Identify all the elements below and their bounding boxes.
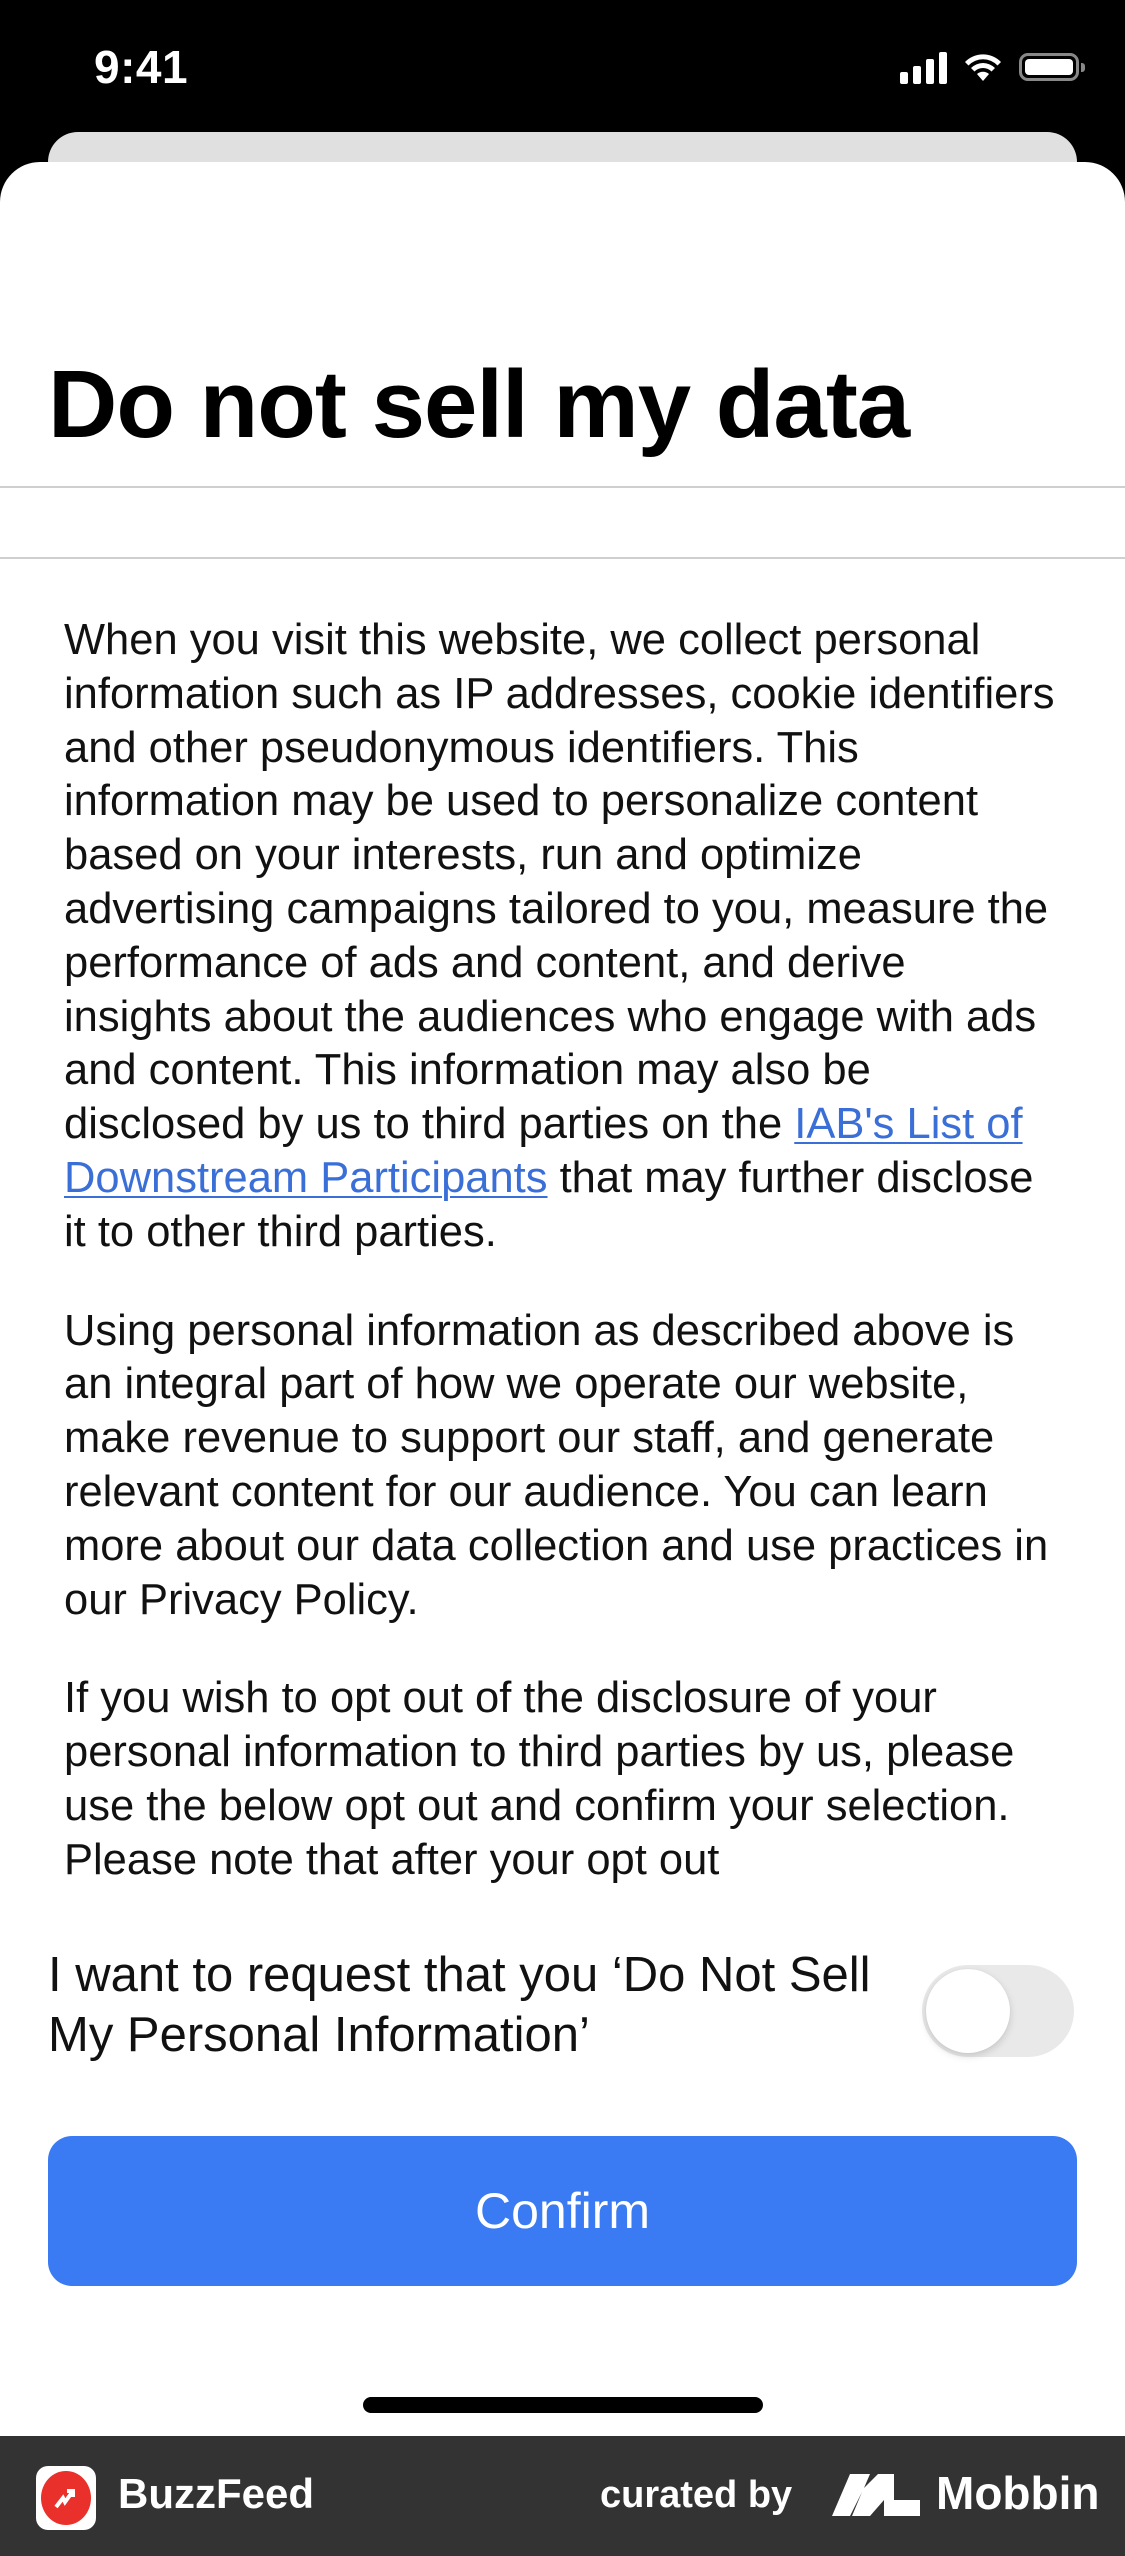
- mobbin-logo-icon: [832, 2470, 922, 2516]
- do-not-sell-toggle[interactable]: [922, 1965, 1074, 2057]
- home-indicator: [363, 2397, 763, 2413]
- toggle-knob: [926, 1969, 1010, 2053]
- status-icons: [900, 50, 1079, 84]
- paragraph-1: When you visit this website, we collect personal information such as IP addresses, cookie identifiers and other pseudonymous identifiers. This information may be used to personalize content based on your interests, run and optimize advertising campaigns tailored to you, measure the performance of ads and content, and derive insights about the audiences who engage with ads and content. This information may also be disclosed by us to third parties on the IAB's List of Downstream Participants that may further disclose it to other third parties.: [64, 616, 1055, 1256]
- cellular-signal-icon: [900, 50, 947, 84]
- toggle-label: I want to request that you ‘Do Not Sell My Personal Information’: [48, 1948, 871, 2062]
- paragraph-3: If you wish to opt out of the disclosure of your personal information to third parties by us, please use the below opt out and confirm your selection. Please note that after your opt out: [64, 1674, 1015, 1884]
- wifi-icon: [963, 51, 1003, 83]
- do-not-sell-toggle-row: [48, 1945, 1078, 2075]
- buzzfeed-logo-icon: [36, 2466, 96, 2530]
- paragraph-2: Using personal information as described above is an integral part of how we operate our website, make revenue to support our staff, and generate relevant content for our audience. You can learn more about our data collection and use practices in our Privacy Policy.: [64, 1306, 1049, 1624]
- confirm-button[interactable]: Confirm: [48, 2136, 1077, 2286]
- curated-by-label: curated by: [600, 2474, 793, 2516]
- footer-bar: [0, 2436, 1125, 2556]
- title-divider: [0, 486, 1125, 488]
- iab-list-link[interactable]: IAB's List of Downstream Participants: [64, 1100, 1023, 1202]
- disclosure-text: [64, 614, 1064, 1933]
- page-title: Do not sell my data: [48, 351, 910, 458]
- battery-icon: [1019, 53, 1079, 81]
- mobbin-brand: Mobbin: [936, 2467, 1100, 2519]
- content-divider: [0, 557, 1125, 559]
- status-time: 9:41: [94, 41, 189, 93]
- app-name: BuzzFeed: [118, 2470, 315, 2517]
